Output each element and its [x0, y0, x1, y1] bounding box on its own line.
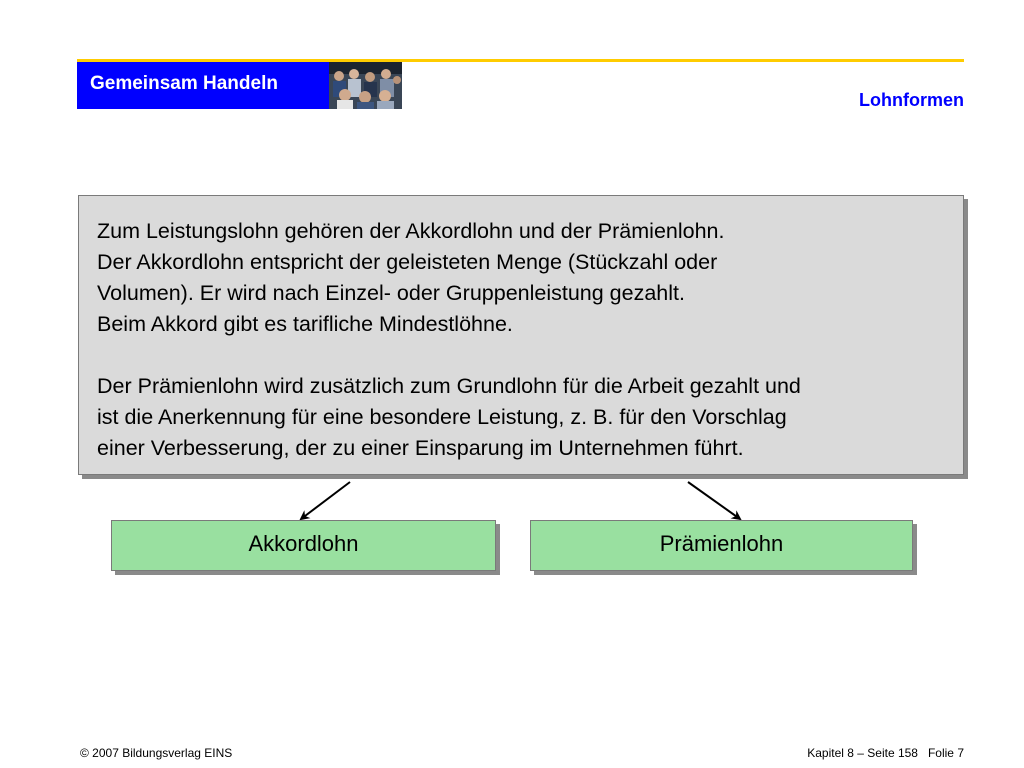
- arrow-right: [688, 482, 740, 519]
- panel-line: Der Akkordlohn entspricht der geleisteten Menge (Stückzahl oder: [97, 250, 718, 274]
- paragraph-1: [97, 216, 945, 340]
- group-photo: [329, 62, 402, 109]
- page-title: Lohnformen: [859, 90, 964, 110]
- arrow-left: [301, 482, 350, 519]
- info-panel: [78, 195, 964, 475]
- praemienlohn-label: Prämienlohn: [659, 530, 784, 556]
- panel-line: Volumen). Er wird nach Einzel- oder Gruppenleistung gezahlt.: [97, 281, 685, 305]
- praemienlohn-box: [530, 520, 913, 571]
- footer-chapter: Kapitel 8 – Seite 158: [807, 746, 918, 760]
- panel-line: Beim Akkord gibt es tarifliche Mindestlöhne.: [97, 312, 513, 336]
- panel-line: ist die Anerkennung für eine besondere Leistung, z. B. für den Vorschlag: [97, 405, 787, 429]
- paragraph-2: [97, 371, 945, 464]
- group-photo-image: [329, 62, 402, 109]
- akkordlohn-label: Akkordlohn: [248, 530, 359, 556]
- footer-page-info: [807, 746, 964, 760]
- panel-line: einer Verbesserung, der zu einer Einsparung im Unternehmen führt.: [97, 436, 744, 460]
- footer-copyright: © 2007 Bildungsverlag EINS: [80, 746, 233, 760]
- footer-slide: Folie 7: [927, 746, 964, 760]
- brand-label: Gemeinsam Handeln: [77, 62, 329, 109]
- panel-line: Zum Leistungslohn gehören der Akkordlohn und der Prämienlohn.: [97, 219, 725, 243]
- panel-line: Der Prämienlohn wird zusätzlich zum Grundlohn für die Arbeit gezahlt und: [97, 374, 801, 398]
- akkordlohn-box: [111, 520, 496, 571]
